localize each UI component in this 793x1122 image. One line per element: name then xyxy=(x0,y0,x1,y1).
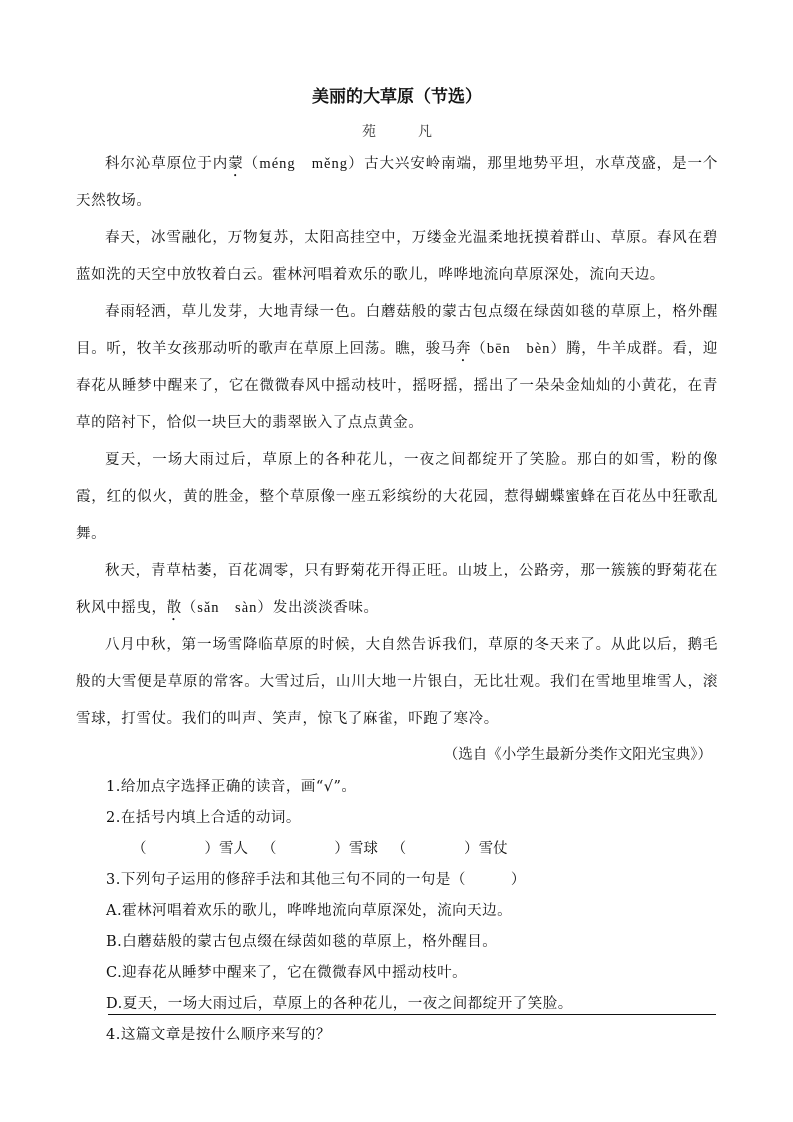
paragraph-1-text-a: 科尔沁草原位于内 xyxy=(105,156,229,172)
dotted-char-san: 散 xyxy=(166,600,182,616)
question-3-option-b: B.白蘑菇般的蒙古包点缀在绿茵如毯的草原上，格外醒目。 xyxy=(106,934,498,950)
paragraph-4: 夏天，一场大雨过后，草原上的各种花儿，一夜之间都绽开了笑脸。那白的如雪，粉的像霞，红的似火，黄的胜金，整个草原像一座五彩缤纷的大花园，惹得蝴蝶蜜蜂在百花丛中狂歌乱舞。 xyxy=(76,452,718,542)
dotted-char-ben: 奔 xyxy=(456,341,472,357)
paragraph-3-text-b: 腾，牛羊成群。看，迎春花从睡梦中醒来了，它在微微春风中摇动枝叶，摇呀摇，摇出了一朵朵金灿灿的小黄花，在青草的陪衬下，恰似一块巨大的翡翠嵌入了点点黄金。 xyxy=(76,341,718,431)
question-4: 4.这篇文章是按什么顺序来写的？ xyxy=(106,1027,331,1043)
pinyin-options-ben: （bēn bèn） xyxy=(471,341,567,357)
blank-snowman[interactable]: （ ）雪人 xyxy=(132,841,248,857)
pinyin-options-san: （sǎn sàn） xyxy=(181,600,273,616)
page-title: 美丽的大草原（节选） xyxy=(312,87,482,107)
paragraph-2: 春天，冰雪融化，万物复苏，太阳高挂空中，万缕金光温柔地抚摸着群山、草原。春风在碧蓝如洗的天空中放牧着白云。霍林河唱着欢乐的歌儿，哗哗地流向草原深处，流向天边。 xyxy=(76,230,718,283)
answer-line[interactable] xyxy=(108,1014,716,1015)
worksheet-page xyxy=(76,82,718,1051)
question-3-option-a: A.霍林河唱着欢乐的歌儿，哗哗地流向草原深处，流向天边。 xyxy=(106,903,513,919)
paragraph-1 xyxy=(76,146,718,220)
question-3: 3.下列句子运用的修辞手法和其他三句不同的一句是（ ） xyxy=(106,872,526,888)
paragraph-5-text-b: 发出淡淡香味。 xyxy=(272,600,379,616)
author-name: 苑 凡 xyxy=(362,124,446,140)
paragraph-1-text-b: 古大兴安岭南端，那里地势平坦，水草茂盛，是一个天然牧场。 xyxy=(76,156,718,209)
paragraph-5 xyxy=(76,553,718,627)
paragraph-6: 八月中秋，第一场雪降临草原的时候，大自然告诉我们，草原的冬天来了。从此以后，鹅毛般的大雪便是草原的常客。大雪过后，山川大地一片银白，无比壮观。我们在雪地里堆雪人，滚雪球，打雪仗。我们的叫声、笑声，惊飞了麻雀，吓跑了寒冷。 xyxy=(76,637,718,727)
paragraph-3-text-a: 春雨轻洒，草儿发芽，大地青绿一色。白蘑菇般的蒙古包点缀在绿茵如毯的草原上，格外醒目。听，牧羊女孩那动听的歌声在草原上回荡。瞧，骏马 xyxy=(76,304,718,357)
dotted-char-meng: 蒙 xyxy=(228,156,244,172)
pinyin-options-meng: （méng měng） xyxy=(243,156,365,172)
question-1: 1.给加点字选择正确的读音，画“√”。 xyxy=(106,779,357,795)
source-citation: （选自《小学生最新分类作文阳光宝典》） xyxy=(443,747,712,763)
question-2-blanks xyxy=(76,834,718,865)
blank-snowball[interactable]: （ ）雪球 xyxy=(261,841,378,857)
question-3-option-c: C.迎春花从睡梦中醒来了，它在微微春风中摇动枝叶。 xyxy=(106,965,468,981)
question-3-option-d: D.夏天，一场大雨过后，草原上的各种花儿，一夜之间都绽开了笑脸。 xyxy=(106,996,573,1012)
paragraph-3 xyxy=(76,294,718,442)
blank-snowfight[interactable]: （ ）雪仗 xyxy=(391,841,508,857)
paragraph-5-text-a: 秋天，青草枯萎，百花凋零，只有野菊花开得正旺。山坡上，公路旁，那一簇簇的野菊花在秋风中摇曳， xyxy=(76,563,718,616)
question-2: 2.在括号内填上合适的动词。 xyxy=(106,810,301,826)
